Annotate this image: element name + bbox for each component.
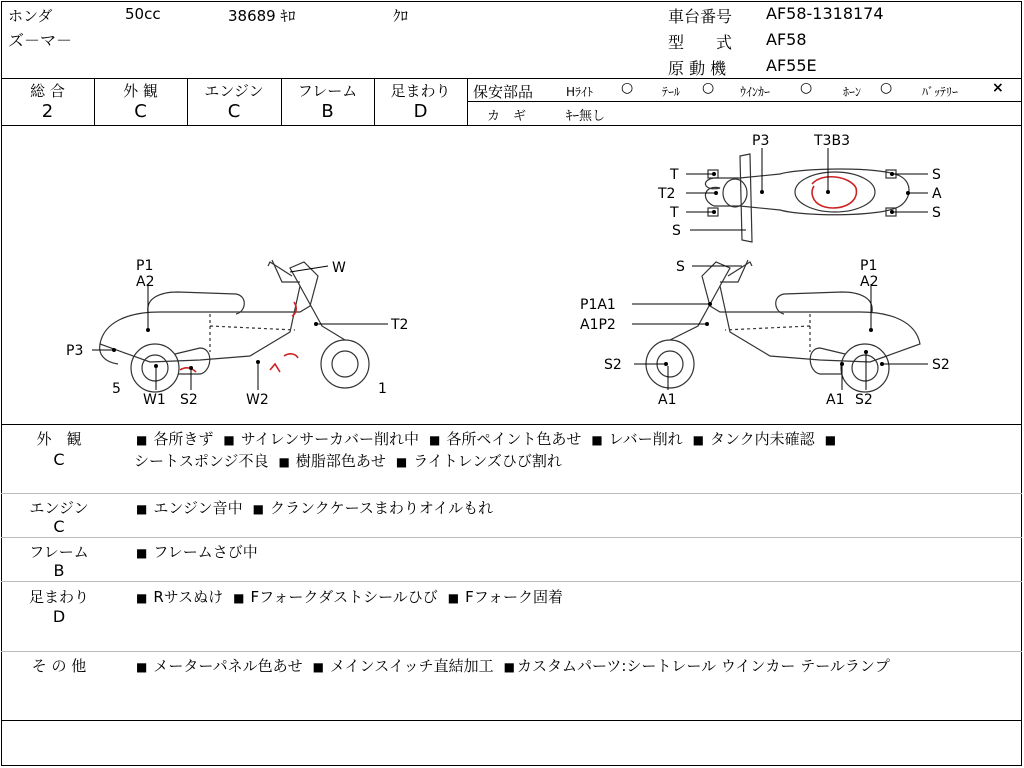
comment-item: シートスポンジ不良: [134, 452, 269, 470]
grade-frame-value: B: [321, 101, 334, 122]
diagram-label: S: [932, 205, 941, 221]
diagram-label: W1: [143, 392, 166, 408]
frame-no: AF58-1318174: [766, 4, 884, 23]
grade-total-label: 総 合: [30, 82, 65, 100]
diagram-label: S2: [932, 357, 950, 373]
safety-headlight-label: Hﾗｲﾄ: [566, 85, 594, 99]
comment-item: 各所きず: [153, 430, 214, 448]
diagram-label: T2: [658, 186, 676, 202]
safety-tail-mark: ○: [702, 80, 715, 96]
frame-no-label: 車台番号: [668, 7, 733, 26]
section-other-line1: ■ メーターパネル色あせ ■ メインスイッチ直結加工 ■ カスタムパーツ:シートレール ウインカー テールランプ: [136, 657, 890, 675]
grade-suspension-label: 足まわり: [390, 82, 451, 100]
divider: [467, 78, 468, 125]
comment-item: サイレンサーカバー削れ中: [240, 430, 419, 448]
comment-item: フレームさび中: [153, 543, 258, 561]
safety-horn-label: ﾎｰﾝ: [843, 85, 862, 99]
comment-item: カスタムパーツ:シートレール ウインカー テールランプ: [516, 657, 890, 675]
diagram-label: P3: [752, 133, 770, 149]
comment-item: 各所ペイント色あせ: [446, 430, 582, 448]
diagram-label: A: [932, 186, 942, 202]
diagram-label: W2: [246, 392, 269, 408]
diagram-label: A2: [136, 274, 155, 290]
comment-item: 樹脂部色あせ: [295, 452, 386, 470]
grade-engine-label: エンジン: [204, 82, 264, 100]
safety-headlight-mark: ○: [621, 80, 634, 96]
grade-engine-value: C: [227, 101, 241, 122]
section-exterior-line1: ■ 各所きず ■ サイレンサーカバー削れ中 ■ 各所ペイント色あせ ■ レバー削れ ■ タンク内未確認 ■: [136, 430, 837, 448]
section-exterior-label: 外 観: [36, 430, 82, 448]
safety-winker-label: ｳｲﾝｶｰ: [740, 85, 771, 99]
divider: [1, 78, 1022, 79]
safety-battery-label: ﾊﾞｯﾃﾘｰ: [922, 85, 959, 99]
grade-frame-label: フレーム: [297, 82, 358, 100]
section-frame-grade: B: [53, 561, 65, 580]
comment-item: タンク内未確認: [709, 430, 815, 448]
diagram-label: T2: [391, 317, 409, 333]
comment-item: Fフォークダストシールひび: [250, 588, 438, 606]
section-suspension-label: 足まわり: [28, 588, 89, 606]
engine-label: 原 動 機: [668, 59, 727, 78]
safety-battery-mark: ×: [992, 80, 1004, 96]
diagram-label: A1P2: [580, 317, 616, 333]
diagram-label: W: [332, 260, 346, 276]
grade-exterior-value: C: [134, 101, 147, 122]
diagram-label: P1A1: [580, 297, 616, 313]
section-engine-label: エンジン: [29, 499, 89, 517]
displacement: 50cc: [125, 5, 161, 23]
key-label: カ ギ: [487, 109, 527, 124]
grade-exterior-label: 外 観: [123, 82, 158, 100]
diagram-label: P3: [66, 343, 84, 359]
safety-winker-mark: ○: [800, 80, 813, 96]
section-engine-grade: C: [53, 517, 65, 536]
divider: [1, 581, 1022, 582]
diagram-label: A1: [826, 392, 845, 408]
safety-horn-mark: ○: [880, 80, 893, 96]
safety-tail-label: ﾃｰﾙ: [662, 85, 681, 99]
divider: [1, 424, 1022, 425]
diagram-label: T: [670, 167, 679, 183]
section-suspension-line1: ■ Rサスぬけ ■ Fフォークダストシールひび ■ Fフォーク固着: [136, 588, 564, 606]
section-frame-label: フレーム: [29, 543, 89, 561]
comment-item: ライトレンズひび割れ: [413, 452, 562, 470]
damage-diagram: [0, 126, 1024, 424]
color: ｸﾛ: [393, 7, 409, 25]
comment-item: メインスイッチ直結加工: [329, 657, 494, 675]
diagram-label: S: [932, 167, 941, 183]
divider: [1, 493, 1022, 494]
diagram-label: A2: [860, 274, 879, 290]
maker: ホンダ: [8, 7, 53, 25]
comment-item: クランクケースまわりオイルもれ: [269, 499, 494, 517]
comment-item: メーターパネル色あせ: [153, 657, 303, 675]
diagram-label: P1: [136, 258, 154, 274]
mileage: 38689 ｷﾛ: [228, 7, 296, 25]
diagram-label: S2: [180, 392, 198, 408]
comment-item: Rサスぬけ: [153, 588, 224, 606]
diagram-label: S2: [604, 357, 622, 373]
section-suspension-grade: D: [52, 607, 66, 626]
grade-total-value: 2: [41, 101, 54, 122]
key-value: ｷｰ無し: [566, 109, 606, 124]
diagram-label: A1: [658, 392, 677, 408]
comment-item: エンジン音中: [153, 499, 243, 517]
divider: [1, 720, 1022, 721]
section-frame-line1: ■ フレームさび中: [136, 543, 258, 561]
section-exterior-line2: シートスポンジ不良 ■ 樹脂部色あせ ■ ライトレンズひび割れ: [134, 452, 562, 470]
safety-title: 保安部品: [473, 83, 534, 101]
diagram-label: P1: [860, 258, 878, 274]
diagram-label: S2: [855, 392, 873, 408]
engine-value: AF55E: [766, 56, 817, 75]
model-name: ズ－マ－: [8, 31, 73, 50]
diagram-label: S: [676, 259, 685, 275]
section-exterior-grade: C: [53, 450, 65, 469]
diagram-label: T: [670, 205, 679, 221]
diagram-label: T3B3: [814, 133, 850, 149]
section-engine-line1: ■ エンジン音中 ■ クランクケースまわりオイルもれ: [136, 499, 494, 517]
type-value: AF58: [766, 30, 807, 49]
diagram-label: 1: [378, 381, 387, 397]
section-other-label: そ の 他: [31, 657, 87, 675]
diagram-label: S: [672, 223, 681, 239]
comment-item: Fフォーク固着: [465, 588, 564, 606]
grade-suspension-value: D: [413, 101, 428, 122]
diagram-label: 5: [112, 381, 121, 397]
type-label: 型 式: [668, 33, 733, 52]
divider: [1, 651, 1022, 652]
comment-item: レバー削れ: [608, 430, 683, 448]
divider: [1, 537, 1022, 538]
divider: [467, 101, 1022, 102]
